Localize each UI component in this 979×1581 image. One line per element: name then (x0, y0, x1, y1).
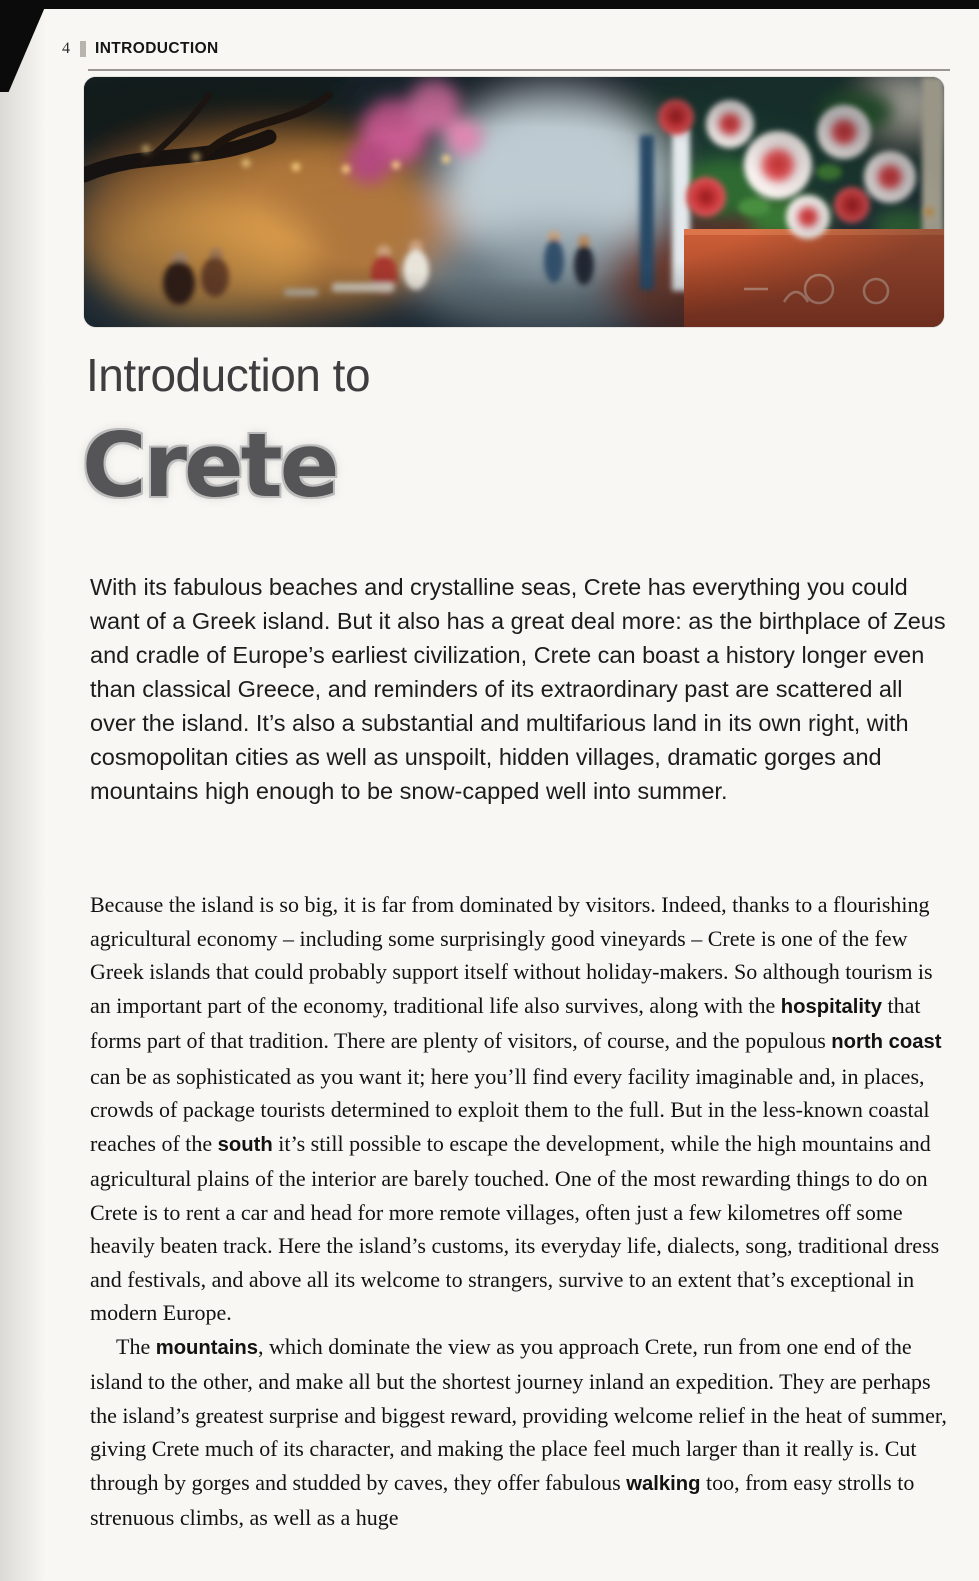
body-paragraph (90, 888, 952, 1330)
header-rule (88, 69, 950, 71)
body-text-segment: it’s still possible to escape the development, while the high mountains and agricultural plains of the interior are barely touched. One of the most rewarding things to do on Crete is to rent a car and head for more remote villages, often just a few kilometres off some heavily beaten track. Here the island’s customs, its everyday life, dialects, song, traditional dress and festivals, and above all its welcome to strangers, survive to an extent that’s exceptional in modern Europe. (90, 1130, 940, 1325)
title-line1: Introduction to (86, 349, 371, 401)
body-text-segment: can be as sophisticated as you want it; here you’ll find every facility imaginable and, in places, crowds of package tourists determined to exploit them to the full. But in the less-known coastal reaches of the (90, 1063, 930, 1156)
keyword-bold: north coast (831, 1031, 942, 1053)
section-header: INTRODUCTION (95, 40, 219, 57)
lead-paragraph: With its fabulous beaches and crystalline seas, Crete has everything you could want of a Greek island. But it also has a great deal more: as the birthplace of Zeus and cradle of Europe’s earliest civilization, Crete can boast a history longer even than classical Greece, and reminders of its extraordinary past are scattered all over the island. It’s also a substantial and multifarious land in its own right, with cosmopolitan cities as well as unspoilt, hidden villages, dramatic gorges and mountains high enough to be snow-capped well into summer. (90, 574, 946, 804)
page-number: 4 (62, 40, 70, 57)
street-cafe-photo (84, 77, 944, 327)
body-text-segment: , which dominate the view as you approach Crete, run from one end of the island to the other, and make all but the shortest journey inland an expedition. They are perhaps the island’s greatest surprise and biggest reward, providing welcome relief in the heat of summer, giving Crete much of its character, and making the place feel much larger than it really is. Cut through by gorges and studded by caves, they offer fabulous (90, 1333, 947, 1495)
keyword-bold: south (217, 1133, 273, 1156)
title-line2: Crete (82, 414, 337, 517)
header-tick-mark (80, 41, 86, 57)
body-text-segment: Because the island is so big, it is far from dominated by visitors. Indeed, thanks to a flourishing agricultural economy – including some surprisingly good vineyards – Crete is one of the few Greek islands that could probably support itself without holiday-makers. So although tourism is an important part of the economy, traditional life also survives, along with the (90, 892, 933, 1018)
page-left-shadow (0, 0, 46, 1581)
keyword-bold: mountains (155, 1336, 259, 1359)
body-text-segment: too, from easy strolls to strenuous climbs, as well as a huge (90, 1469, 915, 1530)
keyword-bold: walking (626, 1472, 701, 1495)
body-paragraphs (90, 888, 952, 1535)
body-text-segment: that forms part of that tradition. There are plenty of visitors, of course, and the populous (90, 992, 921, 1053)
street-cafe-photo-illustration (84, 77, 944, 327)
keyword-bold: hospitality (780, 995, 882, 1018)
body-text-segment: The (116, 1333, 156, 1359)
scan-edge-corner (0, 0, 48, 92)
body-paragraph (90, 1330, 952, 1535)
page-header (62, 40, 219, 58)
scan-edge-top (0, 0, 979, 9)
